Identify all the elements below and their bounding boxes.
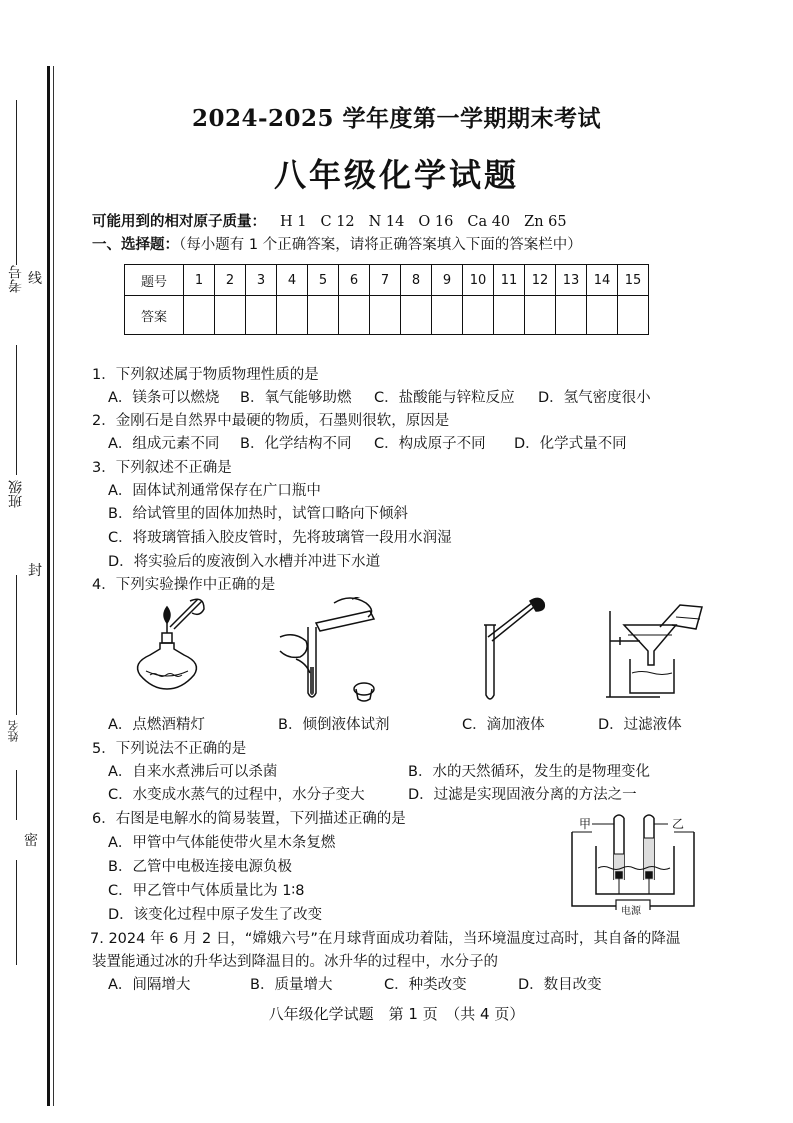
q4-experiment-figures	[120, 597, 740, 709]
atomic-mass-item: Ca 40	[467, 214, 511, 230]
question-5-stem: 5．下列说法不正确的是	[92, 741, 247, 757]
class-blank	[16, 345, 17, 475]
q4-option-b: B．倾倒液体试剂	[278, 717, 390, 733]
q3-option-b: B．给试管里的固体加热时，试管口略向下倾斜	[108, 506, 408, 522]
atomic-mass-item: N 14	[368, 214, 405, 230]
question-2-stem: 2．金刚石是自然界中最硬的物质，石墨则很软，原因是	[92, 413, 450, 429]
question-number-cell: 1	[184, 265, 215, 296]
answer-table-number-row	[125, 265, 649, 296]
question-number-cell: 9	[432, 265, 463, 296]
margin-seal-mark: 密	[24, 833, 38, 849]
atomic-mass-item: Zn 65	[524, 214, 567, 230]
q4-option-a: A．点燃酒精灯	[108, 717, 205, 733]
q1-option-d: D．氢气密度很小	[538, 390, 651, 406]
q7-option-d: D．数目改变	[518, 977, 602, 993]
dropper-figure	[484, 598, 544, 699]
tube-jia-label: 甲	[579, 817, 592, 831]
answer-cell[interactable]	[246, 296, 277, 335]
question-number-cell: 7	[370, 265, 401, 296]
page-footer: 八年级化学试题 第 1 页 （共 4 页）	[268, 1005, 525, 1023]
tube-yi-label: 乙	[672, 817, 685, 831]
atomic-mass-item: O 16	[418, 214, 454, 230]
q2-option-c: C．构成原子不同	[374, 436, 486, 452]
answer-table-answer-row	[125, 296, 649, 335]
margin-line-char: 线	[28, 271, 42, 287]
answer-cell[interactable]	[494, 296, 525, 335]
answer-cell[interactable]	[215, 296, 246, 335]
question-3-stem: 3．下列叙述不正确是	[92, 460, 232, 476]
row-label-number: 题号	[125, 265, 184, 296]
question-number-cell: 2	[215, 265, 246, 296]
question-number-cell: 15	[618, 265, 649, 296]
q3-option-c: C．将玻璃管插入胶皮管时，先将玻璃管一段用水润湿	[108, 530, 452, 546]
question-7-stem: 7. 2024 年 6 月 2 日，“嫦娥六号”在月球背面成功着陆，当环境温度过高时，其自备的降温	[90, 931, 681, 947]
question-number-cell: 10	[463, 265, 494, 296]
school-blank	[16, 770, 17, 820]
q1-option-c: C．盐酸能与锌粒反应	[374, 390, 515, 406]
section-instruction: （每小题有 1 个正确答案，请将正确答案填入下面的答案栏中）	[179, 237, 582, 253]
answer-cell[interactable]	[587, 296, 618, 335]
section-title: 一、选择题：	[92, 237, 179, 253]
atomic-mass-item: H 1	[280, 214, 307, 230]
answer-cell[interactable]	[308, 296, 339, 335]
name-blank	[16, 575, 17, 715]
q6-option-a: A．甲管中气体能使带火星木条复燃	[108, 835, 336, 851]
class-label: 班级	[8, 480, 24, 508]
question-4-stem: 4．下列实验操作中正确的是	[92, 577, 276, 593]
answer-cell[interactable]	[401, 296, 432, 335]
atomic-masses-label: 可能用到的相对原子质量：	[92, 214, 266, 230]
atomic-mass-item: C 12	[320, 214, 355, 230]
q6-option-d: D．该变化过程中原子发生了改变	[108, 907, 323, 923]
answer-cell[interactable]	[370, 296, 401, 335]
q3-option-a: A．固体试剂通常保存在广口瓶中	[108, 483, 321, 499]
exam-no-label: 考号	[8, 265, 24, 293]
answer-cell[interactable]	[432, 296, 463, 335]
answer-cell[interactable]	[556, 296, 587, 335]
question-number-cell: 6	[339, 265, 370, 296]
q4-option-c: C．滴加液体	[462, 717, 545, 733]
pour-liquid-figure	[280, 597, 374, 701]
section-heading	[92, 233, 582, 254]
q6-option-b: B．乙管中电极连接电源负极	[108, 859, 292, 875]
question-6-stem: 6．右图是电解水的简易装置，下列描述正确的是	[92, 811, 406, 827]
question-number-cell: 13	[556, 265, 587, 296]
q3-option-d: D．将实验后的废液倒入水槽并冲进下水道	[108, 554, 381, 570]
alcohol-lamp-figure	[138, 599, 204, 689]
question-number-cell: 4	[277, 265, 308, 296]
name-label: 姓名	[7, 720, 20, 742]
q7-option-c: C．种类改变	[384, 977, 467, 993]
answer-cell[interactable]	[184, 296, 215, 335]
answer-cell[interactable]	[463, 296, 494, 335]
q5-option-c: C．水变成水蒸气的过程中，水分子变大	[108, 787, 365, 803]
answer-cell[interactable]	[339, 296, 370, 335]
q1-option-a: A．镁条可以燃烧	[108, 390, 220, 406]
q2-option-b: B．化学结构不同	[240, 436, 352, 452]
electrolysis-apparatus	[568, 810, 698, 910]
q5-option-b: B．水的天然循环，发生的是物理变化	[408, 764, 650, 780]
q1-option-b: B．氧气能够助燃	[240, 390, 352, 406]
answer-table	[124, 264, 649, 335]
question-number-cell: 8	[401, 265, 432, 296]
answer-cell[interactable]	[277, 296, 308, 335]
answer-cell[interactable]	[618, 296, 649, 335]
binding-line-thick	[47, 66, 50, 1106]
question-number-cell: 5	[308, 265, 339, 296]
power-source-label: 电源	[621, 906, 641, 917]
row-label-answer: 答案	[125, 296, 184, 335]
question-number-cell: 12	[525, 265, 556, 296]
q2-option-a: A．组成元素不同	[108, 436, 220, 452]
q7-option-a: A．间隔增大	[108, 977, 191, 993]
margin-seal-char: 封	[28, 563, 42, 579]
exam-title: 2024-2025 学年度第一学期期末考试	[191, 105, 602, 132]
binding-line-thin	[53, 66, 54, 1106]
paper-title: 八年级化学试题	[273, 156, 519, 194]
q5-option-d: D．过滤是实现固液分离的方法之一	[408, 787, 637, 803]
question-number-cell: 11	[494, 265, 525, 296]
question-number-cell: 3	[246, 265, 277, 296]
question-number-cell: 14	[587, 265, 618, 296]
q5-option-a: A．自来水煮沸后可以杀菌	[108, 764, 278, 780]
atomic-masses	[92, 210, 567, 231]
q4-option-d: D．过滤液体	[598, 717, 682, 733]
q6-option-c: C．甲乙管中气体质量比为 1∶8	[108, 883, 305, 899]
q7-option-b: B．质量增大	[250, 977, 333, 993]
question-7-stem-cont: 装置能通过冰的升华达到降温目的。冰升华的过程中，水分子的	[92, 954, 498, 970]
question-1-stem: 1．下列叙述属于物质物理性质的是	[92, 367, 319, 383]
q2-option-d: D．化学式量不同	[514, 436, 627, 452]
school-blank-2	[16, 860, 17, 965]
answer-cell[interactable]	[525, 296, 556, 335]
filter-figure	[606, 605, 702, 697]
